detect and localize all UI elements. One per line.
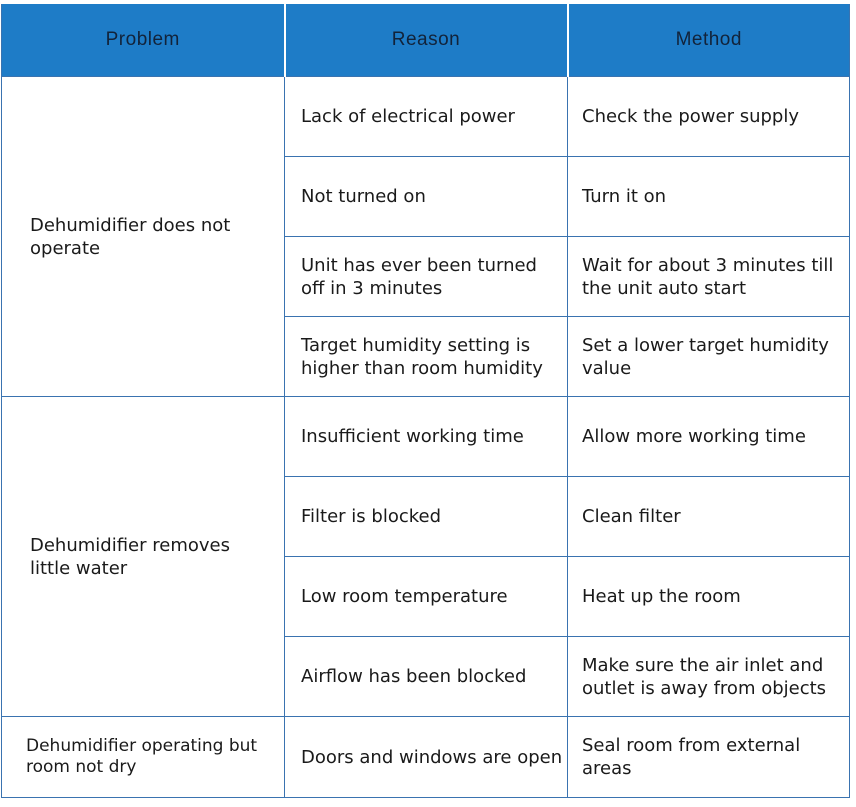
method-cell: Make sure the air inlet and outlet is away from objects — [568, 637, 850, 717]
header-problem: Problem — [2, 4, 285, 77]
table-row — [2, 77, 850, 157]
method-cell: Allow more working time — [568, 397, 850, 477]
table-row — [2, 397, 850, 477]
reason-cell: Low room temperature — [285, 557, 568, 637]
table-header-row — [2, 4, 850, 77]
reason-cell: Doors and windows are open — [285, 717, 568, 798]
reason-cell: Target humidity setting is higher than room humidity — [285, 317, 568, 397]
reason-cell: Not turned on — [285, 157, 568, 237]
header-method: Method — [568, 4, 850, 77]
reason-cell: Lack of electrical power — [285, 77, 568, 157]
problem-cell: Dehumidifier does not operate — [2, 77, 285, 397]
table-row — [2, 717, 850, 798]
reason-cell: Airflow has been blocked — [285, 637, 568, 717]
problem-cell: Dehumidifier removes little water — [2, 397, 285, 717]
reason-cell: Unit has ever been turned off in 3 minutes — [285, 237, 568, 317]
method-cell: Clean filter — [568, 477, 850, 557]
reason-cell: Insufficient working time — [285, 397, 568, 477]
method-cell: Turn it on — [568, 157, 850, 237]
method-cell: Set a lower target humidity value — [568, 317, 850, 397]
header-reason: Reason — [285, 4, 568, 77]
method-cell: Check the power supply — [568, 77, 850, 157]
troubleshooting-table — [1, 4, 850, 798]
troubleshooting-table-container — [1, 4, 849, 805]
reason-cell: Filter is blocked — [285, 477, 568, 557]
method-cell: Heat up the room — [568, 557, 850, 637]
method-cell: Wait for about 3 minutes till the unit auto start — [568, 237, 850, 317]
problem-cell: Dehumidifier operating but room not dry — [2, 717, 285, 798]
method-cell: Seal room from external areas — [568, 717, 850, 798]
